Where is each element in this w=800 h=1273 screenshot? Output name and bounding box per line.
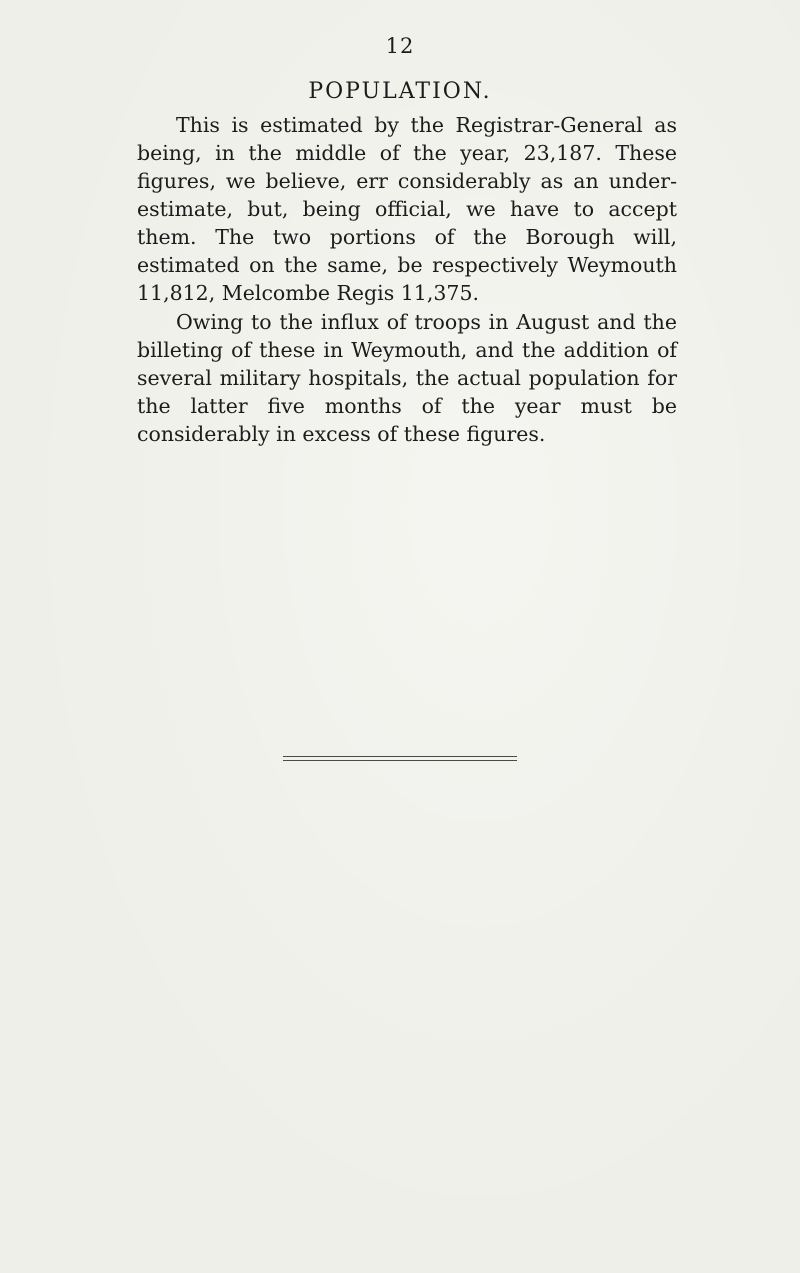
section-heading: POPULATION. — [308, 79, 492, 104]
paragraph-text: Owing to the influx of troops in August and the billeting of these in Weymouth, and the addition of several military hospitals, the actual population for the latter five months of the year must be considerably in excess of these figures. — [137, 310, 677, 446]
paragraph-text: This is estimated by the Registrar-General as being, in the middle of the year, 23,187. These figures, we believe, err considerably as an under-estimate, but, being official, we have to accept them. The two portions of the Borough will, estimated on the same, be respectively Weymouth 11,812, Melcombe Regis 11,375. — [137, 113, 677, 305]
page-number: 12 — [385, 34, 415, 58]
paragraph-population-estimate — [137, 111, 677, 307]
paragraph-troops-influx — [137, 308, 677, 448]
